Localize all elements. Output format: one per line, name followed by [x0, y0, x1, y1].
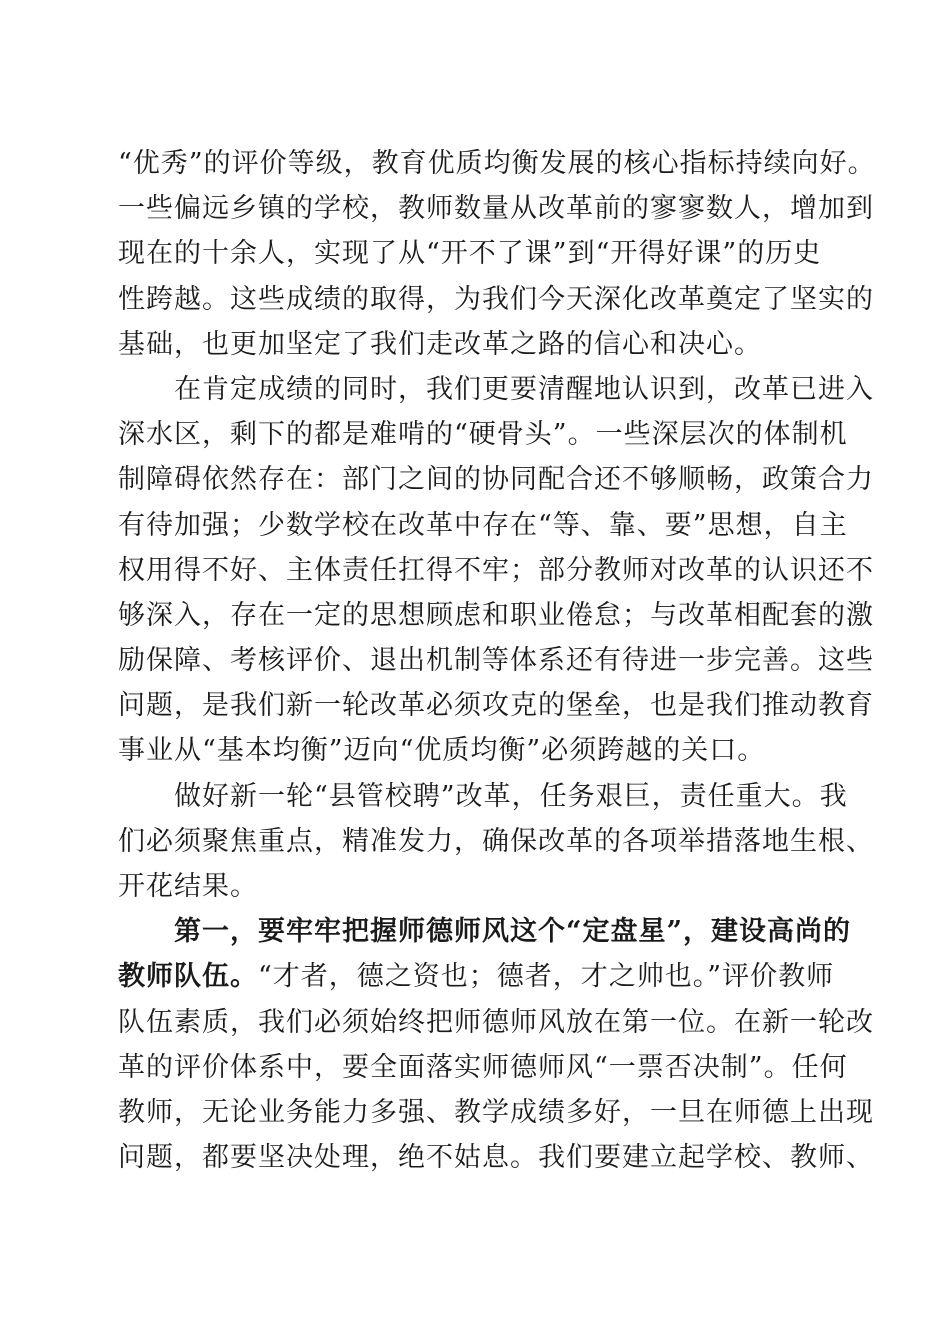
- text-line: 权用得不好、主体责任扛得不牢；部分教师对改革的认识还不: [118, 554, 874, 586]
- section-heading-tail: 教师队伍。: [118, 961, 258, 993]
- mixed-heading-line: [118, 954, 835, 999]
- text-line: 革的评价体系中，要全面落实师德师风“一票否决制”。任何: [118, 1051, 848, 1083]
- text-line: 问题，都要坚决处理，绝不姑息。我们要建立起学校、教师、: [118, 1142, 874, 1174]
- text-line: 事业从“基本均衡”迈向“优质均衡”必须跨越的关口。: [118, 735, 766, 767]
- text-line: 问题，是我们新一轮改革必须攻克的堡垒，也是我们推动教育: [118, 690, 874, 722]
- quote-text: “才者，德之资也；德者，才之帅也。”评价教师: [258, 961, 835, 993]
- paragraph-start-line: 做好新一轮“县管校聘”改革，任务艰巨，责任重大。我: [174, 780, 848, 812]
- text-line: 现在的十余人，实现了从“开不了课”到“开得好课”的历史: [118, 238, 822, 270]
- text-line: 教师，无论业务能力多强、教学成绩多好，一旦在师德上出现: [118, 1096, 874, 1128]
- text-line: 制障碍依然存在：部门之间的协同配合还不够顺畅，政策合力: [118, 464, 874, 496]
- text-line: 开花结果。: [118, 871, 258, 902]
- text-line: 基础，也更加坚定了我们走改革之路的信心和决心。: [118, 328, 762, 360]
- text-line: 性跨越。这些成绩的取得，为我们今天深化改革奠定了坚实的: [118, 283, 874, 315]
- text-line: 深水区，剩下的都是难啃的“硬骨头”。一些深层次的体制机: [118, 419, 848, 451]
- text-line: 们必须聚焦重点，精准发力，确保改革的各项举措落地生根、: [118, 825, 874, 857]
- text-line: 够深入，存在一定的思想顾虑和职业倦怠；与改革相配套的激: [118, 599, 874, 631]
- text-line: 一些偏远乡镇的学校，教师数量从改革前的寥寥数人，增加到: [118, 193, 874, 225]
- text-line: 有待加强；少数学校在改革中存在“等、靠、要”思想，自主: [118, 509, 848, 541]
- document-body: [118, 141, 876, 1180]
- section-heading-line: 第一，要牢牢把握师德师风这个“定盘星”，建设高尚的: [174, 916, 852, 948]
- text-line: “优秀”的评价等级，教育优质均衡发展的核心指标持续向好。: [118, 148, 876, 179]
- paragraph-start-line: 在肯定成绩的同时，我们更要清醒地认识到，改革已进入: [174, 373, 874, 405]
- text-line: 励保障、考核评价、退出机制等体系还有待进一步完善。这些: [118, 645, 874, 677]
- text-line: 队伍素质，我们必须始终把师德师风放在第一位。在新一轮改: [118, 1006, 874, 1038]
